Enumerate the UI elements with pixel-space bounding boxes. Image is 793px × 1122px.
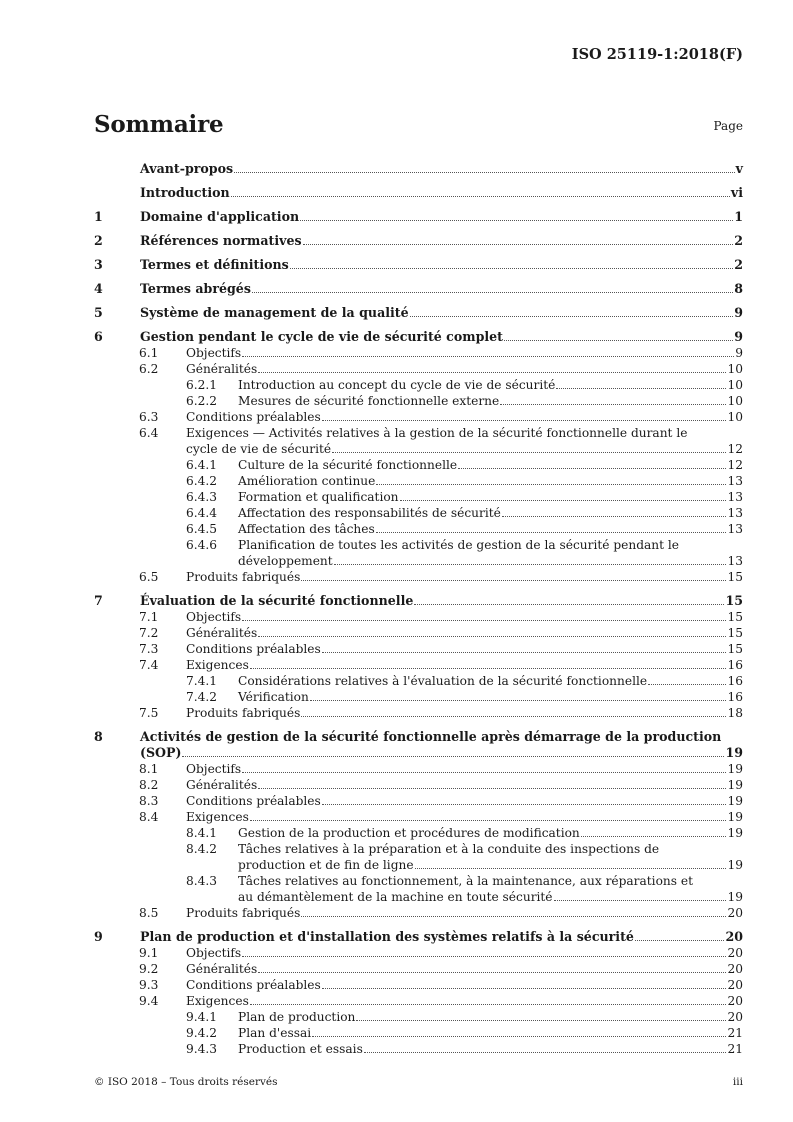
leader-dots xyxy=(376,483,726,485)
toc-entry-title: Introduction xyxy=(140,185,230,200)
toc-section-number: 6.2.1 xyxy=(186,378,218,392)
toc-entry[interactable] xyxy=(94,345,743,361)
toc-entry-title: Plan d'essai xyxy=(238,1026,312,1040)
toc-page-number: 12 xyxy=(727,442,743,456)
toc-entry[interactable] xyxy=(94,1041,743,1057)
toc-page-number: 13 xyxy=(727,506,743,520)
leader-dots xyxy=(258,371,726,373)
toc-entry[interactable] xyxy=(94,793,743,809)
leader-dots xyxy=(502,515,727,517)
toc-section-number: 8.5 xyxy=(139,906,159,920)
toc-entry[interactable] xyxy=(94,809,743,825)
toc-entry[interactable] xyxy=(94,905,743,921)
toc-entry-title: Généralités xyxy=(186,778,258,792)
toc-entry-title: Conditions préalables xyxy=(186,794,321,808)
toc-entry[interactable] xyxy=(94,961,743,977)
toc-entry[interactable] xyxy=(94,825,743,841)
toc-entry-title: Gestion pendant le cycle de vie de sécurité complet xyxy=(140,329,503,344)
toc-section-number: 9.4.3 xyxy=(186,1042,218,1056)
toc-entry-title: Affectation des tâches xyxy=(238,522,375,536)
toc-entry-title-line2: développement xyxy=(238,554,333,568)
toc-entry[interactable] xyxy=(94,657,743,673)
toc-page-number: 13 xyxy=(727,522,743,536)
toc-page-number: 15 xyxy=(727,626,743,640)
leader-dots xyxy=(242,771,726,773)
toc-page-number: 19 xyxy=(727,778,743,792)
toc-entry-title: Considérations relatives à l'évaluation de la sécurité fonctionnelle xyxy=(238,674,648,688)
toc-page-number: 19 xyxy=(727,826,743,840)
toc-entry[interactable] xyxy=(94,641,743,657)
toc-entry[interactable] xyxy=(94,729,743,761)
toc-entry[interactable] xyxy=(94,377,743,393)
toc-section-number: 2 xyxy=(94,233,103,248)
toc-page-number: 9 xyxy=(735,346,743,360)
toc-entry-title: Affectation des responsabilités de sécurité xyxy=(238,506,501,520)
toc-entry-title: Exigences xyxy=(186,810,249,824)
toc-page-number: 10 xyxy=(727,378,743,392)
toc-entry[interactable] xyxy=(94,233,743,249)
toc-entry[interactable] xyxy=(94,673,743,689)
toc-entry-title: Culture de la sécurité fonctionnelle xyxy=(238,458,458,472)
toc-entry-title: Conditions préalables xyxy=(186,642,321,656)
toc-entry[interactable] xyxy=(94,761,743,777)
toc-page-number: 9 xyxy=(734,305,743,320)
toc-page-number: 19 xyxy=(727,858,743,872)
toc-section-number: 6.4 xyxy=(139,426,159,440)
toc-entry-title: Généralités xyxy=(186,362,258,376)
toc-page-number: 1 xyxy=(734,209,743,224)
leader-dots xyxy=(322,419,727,421)
toc-section-number: 7.3 xyxy=(139,642,159,656)
toc-entry-title: Références normatives xyxy=(140,233,302,248)
toc-entry-title-line1: Tâches relatives au fonctionnement, à la maintenance, aux réparations et xyxy=(238,874,693,888)
leader-dots xyxy=(364,1051,727,1053)
toc-page-number: 15 xyxy=(727,642,743,656)
toc-section-number: 6.4.1 xyxy=(186,458,218,472)
toc-entry[interactable] xyxy=(94,873,743,905)
toc-entry-title: Généralités xyxy=(186,626,258,640)
toc-entry-title-line2: cycle de vie de sécurité xyxy=(186,442,332,456)
leader-dots xyxy=(556,387,726,389)
leader-dots xyxy=(258,971,726,973)
toc-section-number: 9.1 xyxy=(139,946,159,960)
toc-entry[interactable] xyxy=(94,393,743,409)
toc-entry-title: Conditions préalables xyxy=(186,978,321,992)
toc-page-number: 15 xyxy=(725,593,743,608)
toc-entry-title: Système de management de la qualité xyxy=(140,305,409,320)
toc-section-number: 6.4.2 xyxy=(186,474,218,488)
toc-page-number: 16 xyxy=(727,690,743,704)
toc-page-number: 2 xyxy=(734,233,743,248)
toc-section-number: 8.1 xyxy=(139,762,159,776)
toc-entry-title-line1: Activités de gestion de la sécurité fonctionnelle après démarrage de la production xyxy=(140,729,722,744)
toc-section-number: 8.4.3 xyxy=(186,874,218,888)
leader-dots xyxy=(648,683,726,685)
toc-page-number: 19 xyxy=(727,794,743,808)
toc-entry[interactable] xyxy=(94,569,743,585)
toc-entry[interactable] xyxy=(94,625,743,641)
toc-entry[interactable] xyxy=(94,609,743,625)
toc-section-number: 4 xyxy=(94,281,103,296)
toc-page-number: 20 xyxy=(727,906,743,920)
leader-dots xyxy=(635,939,725,941)
toc-section-number: 6.4.6 xyxy=(186,538,218,552)
leader-dots xyxy=(252,291,733,293)
leader-dots xyxy=(376,531,727,533)
leader-dots xyxy=(301,579,726,581)
page-number: iii xyxy=(732,1076,743,1088)
toc-entry[interactable] xyxy=(94,473,743,489)
table-of-contents xyxy=(94,153,743,1057)
toc-entry-title: Termes et définitions xyxy=(140,257,289,272)
toc-section-number: 8.3 xyxy=(139,794,159,808)
toc-entry-title: Objectifs xyxy=(186,346,242,360)
toc-entry[interactable] xyxy=(94,457,743,473)
toc-page-number: 20 xyxy=(727,1010,743,1024)
toc-entry[interactable] xyxy=(94,537,743,569)
toc-section-number: 9.4.1 xyxy=(186,1010,218,1024)
toc-section-number: 6.5 xyxy=(139,570,159,584)
toc-entry-title: Plan de production xyxy=(238,1010,356,1024)
toc-section-number: 7 xyxy=(94,593,103,608)
toc-entry[interactable] xyxy=(94,945,743,961)
toc-entry-title: Objectifs xyxy=(186,946,242,960)
toc-section-number: 7.4.1 xyxy=(186,674,218,688)
toc-entry[interactable] xyxy=(94,257,743,273)
toc-entry-title: Plan de production et d'installation des systèmes relatifs à la sécurité xyxy=(140,929,634,944)
toc-page-number: 13 xyxy=(727,554,743,568)
toc-entry[interactable] xyxy=(94,521,743,537)
toc-section-number: 9.2 xyxy=(139,962,159,976)
leader-dots xyxy=(182,755,724,757)
leader-dots xyxy=(231,195,730,197)
toc-section-number: 1 xyxy=(94,209,103,224)
leader-dots xyxy=(242,619,726,621)
toc-entry-title-line2: (SOP) xyxy=(140,745,182,760)
toc-page-number: 19 xyxy=(727,810,743,824)
toc-page-number: 10 xyxy=(727,410,743,424)
toc-page-number: 20 xyxy=(727,978,743,992)
leader-dots xyxy=(581,835,727,837)
leader-dots xyxy=(242,955,726,957)
toc-section-number: 9 xyxy=(94,929,103,944)
toc-page-number: 20 xyxy=(725,929,743,944)
toc-section-number: 7.2 xyxy=(139,626,159,640)
toc-entry-title: Produits fabriqués xyxy=(186,906,301,920)
toc-entry[interactable] xyxy=(94,425,743,457)
leader-dots xyxy=(234,171,735,173)
toc-entry-title-line1: Exigences — Activités relatives à la gestion de la sécurité fonctionnelle durant le xyxy=(186,426,688,440)
leader-dots xyxy=(312,1035,726,1037)
leader-dots xyxy=(301,915,726,917)
toc-entry[interactable] xyxy=(94,1025,743,1041)
toc-section-number: 6.2.2 xyxy=(186,394,218,408)
leader-dots xyxy=(356,1019,726,1021)
toc-entry-title: Exigences xyxy=(186,658,249,672)
leader-dots xyxy=(400,499,727,501)
toc-entry[interactable] xyxy=(94,705,743,721)
toc-entry-title: Avant-propos xyxy=(140,161,234,176)
leader-dots xyxy=(290,267,733,269)
leader-dots xyxy=(458,467,726,469)
leader-dots xyxy=(500,403,726,405)
toc-page-number: 16 xyxy=(727,658,743,672)
toc-section-number: 6.4.4 xyxy=(186,506,218,520)
toc-page-number: 21 xyxy=(727,1042,743,1056)
leader-dots xyxy=(250,667,727,669)
toc-entry[interactable] xyxy=(94,329,743,345)
toc-page-number: 9 xyxy=(734,329,743,344)
leader-dots xyxy=(504,339,733,341)
toc-page-number: 10 xyxy=(727,362,743,376)
toc-section-number: 8.4 xyxy=(139,810,159,824)
toc-entry-title: Conditions préalables xyxy=(186,410,321,424)
leader-dots xyxy=(410,315,734,317)
toc-page-number: 15 xyxy=(727,570,743,584)
toc-entry-title: Vérification xyxy=(238,690,309,704)
leader-dots xyxy=(332,451,726,453)
toc-section-number: 6 xyxy=(94,329,103,344)
leader-dots xyxy=(242,355,734,357)
leader-dots xyxy=(250,819,727,821)
toc-entry[interactable] xyxy=(94,505,743,521)
toc-page-number: 13 xyxy=(727,490,743,504)
toc-section-number: 9.3 xyxy=(139,978,159,992)
toc-entry[interactable] xyxy=(94,361,743,377)
toc-entry-title: Termes abrégés xyxy=(140,281,251,296)
toc-entry[interactable] xyxy=(94,777,743,793)
toc-entry-title: Généralités xyxy=(186,962,258,976)
toc-page-number: 13 xyxy=(727,474,743,488)
toc-section-number: 9.4.2 xyxy=(186,1026,218,1040)
toc-page-number: 2 xyxy=(734,257,743,272)
toc-entry[interactable] xyxy=(94,281,743,297)
toc-page-number: 19 xyxy=(727,762,743,776)
toc-entry-title: Domaine d'application xyxy=(140,209,300,224)
leader-dots xyxy=(414,603,724,605)
toc-entry-title-line1: Tâches relatives à la préparation et à la conduite des inspections de xyxy=(238,842,660,856)
toc-page-number: 21 xyxy=(727,1026,743,1040)
toc-section-number: 7.1 xyxy=(139,610,159,624)
leader-dots xyxy=(303,243,734,245)
toc-section-number: 3 xyxy=(94,257,103,272)
toc-entry-title: Amélioration continue xyxy=(238,474,376,488)
toc-entry[interactable] xyxy=(94,161,743,177)
toc-section-number: 5 xyxy=(94,305,103,320)
toc-entry-title: Évaluation de la sécurité fonctionnelle xyxy=(140,593,414,608)
toc-entry[interactable] xyxy=(94,305,743,321)
leader-dots xyxy=(322,987,727,989)
toc-section-number: 6.3 xyxy=(139,410,159,424)
toc-page-number: v xyxy=(735,161,743,176)
toc-entry[interactable] xyxy=(94,689,743,705)
toc-page-number: 20 xyxy=(727,962,743,976)
toc-entry[interactable] xyxy=(94,929,743,945)
toc-page-number: 20 xyxy=(727,946,743,960)
toc-entry[interactable] xyxy=(94,185,743,201)
toc-entry-title: Produits fabriqués xyxy=(186,570,301,584)
toc-entry-title: Introduction au concept du cycle de vie de sécurité xyxy=(238,378,556,392)
toc-entry-title: Formation et qualification xyxy=(238,490,399,504)
toc-section-number: 6.4.5 xyxy=(186,522,218,536)
leader-dots xyxy=(322,803,727,805)
page-column-label: Page xyxy=(713,119,743,133)
toc-section-number: 8.2 xyxy=(139,778,159,792)
leader-dots xyxy=(322,651,727,653)
toc-page-number: 8 xyxy=(734,281,743,296)
toc-entry-title: Objectifs xyxy=(186,610,242,624)
leader-dots xyxy=(250,1003,727,1005)
toc-section-number: 8 xyxy=(94,729,103,744)
toc-entry[interactable] xyxy=(94,409,743,425)
copyright-notice: © ISO 2018 – Tous droits réservés xyxy=(94,1076,278,1088)
leader-dots xyxy=(310,699,727,701)
toc-section-number: 8.4.1 xyxy=(186,826,218,840)
toc-entry-title: Production et essais xyxy=(238,1042,363,1056)
toc-entry[interactable] xyxy=(94,841,743,873)
toc-entry[interactable] xyxy=(94,489,743,505)
toc-entry-title: Mesures de sécurité fonctionnelle externe xyxy=(238,394,500,408)
toc-page-number: 16 xyxy=(727,674,743,688)
toc-entry-title-line1: Planification de toutes les activités de gestion de la sécurité pendant le xyxy=(238,538,679,552)
toc-entry[interactable] xyxy=(94,209,743,225)
toc-section-number: 7.4.2 xyxy=(186,690,218,704)
toc-page-number: 20 xyxy=(727,994,743,1008)
leader-dots xyxy=(258,635,726,637)
toc-section-number: 6.4.3 xyxy=(186,490,218,504)
toc-section-number: 7.4 xyxy=(139,658,159,672)
toc-section-number: 6.2 xyxy=(139,362,159,376)
toc-section-number: 7.5 xyxy=(139,706,159,720)
leader-dots xyxy=(334,563,727,565)
leader-dots xyxy=(554,899,727,901)
leader-dots xyxy=(415,867,727,869)
toc-section-number: 6.1 xyxy=(139,346,159,360)
toc-entry-title: Gestion de la production et procédures de modification xyxy=(238,826,580,840)
toc-page-number: 19 xyxy=(727,890,743,904)
leader-dots xyxy=(258,787,726,789)
toc-entry[interactable] xyxy=(94,993,743,1009)
leader-dots xyxy=(300,219,733,221)
leader-dots xyxy=(301,715,726,717)
toc-entry-title: Produits fabriqués xyxy=(186,706,301,720)
toc-section-number: 9.4 xyxy=(139,994,159,1008)
toc-section-number: 8.4.2 xyxy=(186,842,218,856)
toc-page-number: 19 xyxy=(725,745,743,760)
toc-entry-title: Objectifs xyxy=(186,762,242,776)
toc-page-number: 10 xyxy=(727,394,743,408)
document-id: ISO 25119-1:2018(F) xyxy=(571,46,743,63)
toc-page-number: 12 xyxy=(727,458,743,472)
toc-entry-title: Exigences xyxy=(186,994,249,1008)
toc-page-number: 18 xyxy=(727,706,743,720)
toc-page-number: 15 xyxy=(727,610,743,624)
toc-entry-title-line2: au démantèlement de la machine en toute sécurité xyxy=(238,890,553,904)
toc-page-number: vi xyxy=(730,185,743,200)
toc-entry[interactable] xyxy=(94,593,743,609)
toc-entry-title-line2: production et de fin de ligne xyxy=(238,858,414,872)
toc-entry[interactable] xyxy=(94,977,743,993)
page-title: Sommaire xyxy=(94,111,224,138)
toc-entry[interactable] xyxy=(94,1009,743,1025)
